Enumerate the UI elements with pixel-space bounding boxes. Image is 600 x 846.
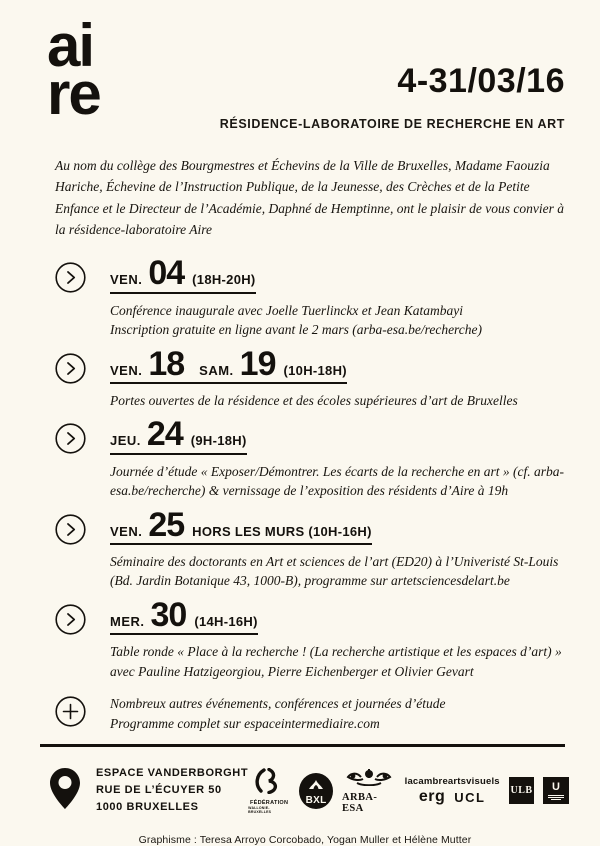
event-day-number: 19 xyxy=(239,344,276,383)
event-content xyxy=(110,254,483,339)
event-time: (9H-18H) xyxy=(190,433,247,449)
chevron-right-icon xyxy=(55,262,86,298)
event-description xyxy=(110,552,565,591)
more-events-line: Programme complet sur espaceintermediaire.com xyxy=(110,715,380,731)
event-item-ven25 xyxy=(55,505,565,591)
event-day-number: 24 xyxy=(146,415,183,454)
event-description xyxy=(110,462,565,501)
lacambre-label: lacambreartsvisuels xyxy=(404,776,500,787)
event-description-line: Inscription gratuite en ligne avant le 2 mars (arba-esa.be/recherche) xyxy=(110,322,483,338)
event-content xyxy=(110,692,446,733)
event-content xyxy=(110,344,518,411)
plus-icon xyxy=(55,696,86,732)
chevron-right-icon xyxy=(55,353,86,389)
event-day-label: VEN. xyxy=(110,272,143,288)
arba-esa-logo xyxy=(342,768,396,814)
venue-street: RUE DE L’ÉCUYER 50 xyxy=(96,783,222,796)
event-time: (10H-18H) xyxy=(283,362,347,378)
event-time: (18H-20H) xyxy=(192,272,256,288)
footer-divider xyxy=(40,744,565,747)
venue-address xyxy=(96,765,248,816)
event-item-ven04 xyxy=(55,254,565,339)
logo-line-1: ai xyxy=(47,12,94,79)
aire-logo xyxy=(45,12,100,127)
event-content xyxy=(110,596,565,681)
event-description-line: Portes ouvertes de la résidence et des écoles supérieures d’art de Bruxelles xyxy=(110,392,518,408)
chevron-right-icon xyxy=(55,514,86,550)
erg-label: erg xyxy=(418,788,446,805)
graphic-design-credit: Graphisme : Teresa Arroyo Corcobado, Yogan Muller et Hélène Mutter xyxy=(138,834,472,846)
event-day-number: 04 xyxy=(148,254,185,293)
iris-icon xyxy=(309,776,323,794)
events-list xyxy=(55,254,565,733)
event-time: HORS LES MURS (10H-16H) xyxy=(192,523,372,539)
usl-tiny-text-lines xyxy=(548,795,564,800)
more-events-item xyxy=(55,692,565,733)
map-pin-icon xyxy=(50,768,80,814)
event-day-number: 18 xyxy=(148,344,185,383)
event-time: (14H-16H) xyxy=(194,614,258,629)
event-heading xyxy=(110,505,372,545)
event-item-mer30 xyxy=(55,596,565,681)
erg-ucl-row xyxy=(419,789,486,805)
event-item-ven18-sam19 xyxy=(55,344,565,411)
header xyxy=(45,12,565,131)
poster-subtitle: RÉSIDENCE-LABORATOIRE DE RECHERCHE EN ART xyxy=(219,117,565,131)
footer xyxy=(45,765,565,816)
arba-esa-label: ARBA-ESA xyxy=(342,791,378,814)
fwb-sublabel: WALLONIE-BRUXELLES xyxy=(248,805,272,814)
event-description-line: Journée d’étude « Exposer/Démontrer. Les écarts de la recherche en art » (cf. arba-esa.be/recherche) & vernissage de l’exposition des résidents d’Aire à 19h xyxy=(110,463,565,499)
event-content xyxy=(110,505,565,591)
date-range: 4-31/03/16 xyxy=(397,62,565,100)
event-description xyxy=(110,642,565,681)
chevron-right-icon xyxy=(55,604,86,640)
event-heading xyxy=(110,415,247,454)
event-day-label: SAM. xyxy=(199,362,234,378)
ulb-logo xyxy=(509,777,534,804)
ucl-label: UCL xyxy=(454,789,486,805)
event-day-label: VEN. xyxy=(110,523,143,539)
event-description xyxy=(110,301,482,340)
intro-paragraph: Au nom du collège des Bourgmestres et Échevins de la Ville de Bruxelles, Madame Faouzia Hariche, Échevine de l’Instruction Publique, de la Jeunesse, des Crèches et de la Petite Enfance et le Directeur de l’Académie, Daphné de Hemptinne, ont le plaisir de vous convier à la résidence-laboratoire Aire xyxy=(55,158,564,237)
venue-city: 1000 BRUXELLES xyxy=(96,801,199,814)
event-item-jeu24 xyxy=(55,415,565,500)
event-day-label: JEU. xyxy=(110,433,141,449)
event-heading xyxy=(110,596,258,635)
more-events-line: Nombreux autres événements, conférences et journées d’étude xyxy=(110,696,446,712)
logo-line-2: re xyxy=(47,60,100,127)
lacambre-erg-ucl-logos xyxy=(405,776,500,805)
more-events-text xyxy=(110,694,446,733)
partner-logos xyxy=(248,768,569,814)
usl-label: U xyxy=(551,780,560,793)
event-day-number: 30 xyxy=(150,596,187,634)
event-description-line: Séminaire des doctorants en Art et sciences de l’art (ED20) à l’Univeristé St-Louis (Bd. Jardin Botanique 43, 1000-B), programme sur artetsciencesdelart.be xyxy=(110,553,559,589)
bxl-logo xyxy=(299,773,333,809)
venue-name: ESPACE VANDERBORGHT xyxy=(96,766,249,779)
fwb-mark-icon xyxy=(252,768,286,799)
ulb-label: ULB xyxy=(510,785,533,796)
event-day-number: 25 xyxy=(148,505,185,544)
header-right xyxy=(220,22,565,131)
event-day-label: MER. xyxy=(110,614,145,629)
event-day-label: VEN. xyxy=(110,362,143,378)
federation-wallonie-bruxelles-logo xyxy=(248,768,290,814)
event-heading xyxy=(110,344,347,384)
arba-crest-icon xyxy=(343,768,395,791)
event-description-line: Table ronde « Place à la recherche ! (La recherche artistique et les espaces d’art) » avec Pauline Hatzigeorgiou, Pierre Eichenberger et Olivier Gevart xyxy=(110,644,562,679)
event-content xyxy=(110,415,565,500)
chevron-right-icon xyxy=(55,423,86,459)
universite-saint-louis-logo xyxy=(543,777,568,804)
bxl-label: BXL xyxy=(305,794,327,806)
event-description xyxy=(110,391,518,411)
event-description-line: Conférence inaugurale avec Joelle Tuerlinckx et Jean Katambayi xyxy=(110,302,464,318)
fwb-label: FÉDÉRATION xyxy=(249,799,289,806)
event-heading xyxy=(110,254,256,293)
